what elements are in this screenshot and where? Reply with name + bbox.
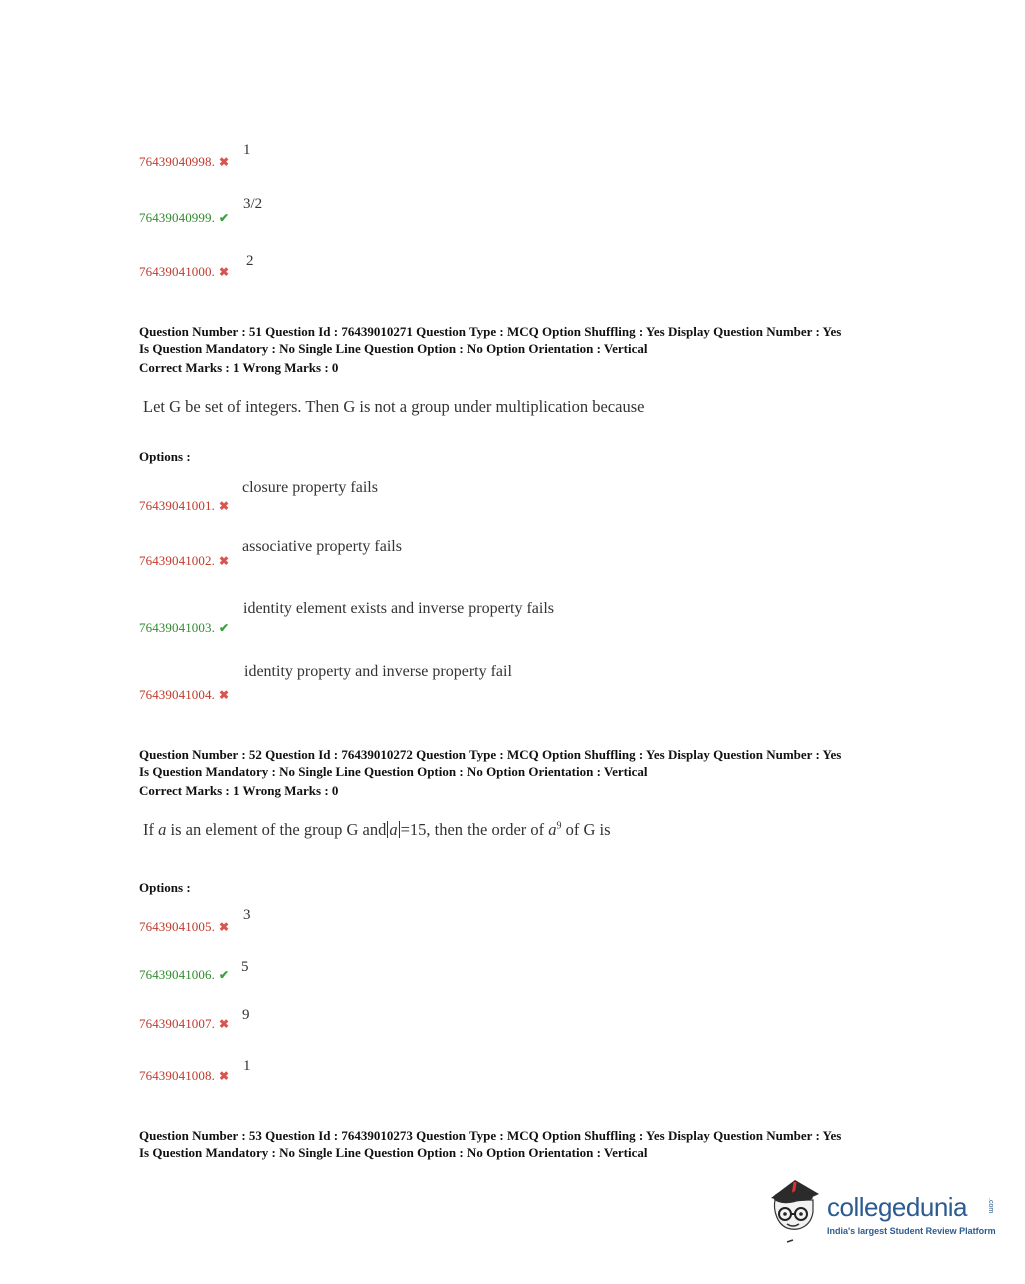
mascot-icon [765,1176,827,1246]
check-icon: ✔ [218,211,230,225]
option-id: 76439041004. ✖ [139,687,230,702]
option-id: 76439041002. ✖ [139,553,230,568]
cross-icon: ✖ [218,920,230,934]
option-text: associative property fails [242,538,402,555]
check-icon: ✔ [218,621,230,635]
cross-icon: ✖ [218,265,230,279]
question-stem: If a is an element of the group G and a =15, then the order of $a^9$ of G is [143,820,611,839]
question-stem: Let G be set of integers. Then G is not a group under multiplication because [143,397,645,416]
option-id: 76439041003. ✔ [139,620,230,635]
option-id: 76439041006. ✔ [139,967,230,982]
abs-bar-right [399,821,400,838]
collegedunia-logo [765,1176,995,1246]
option-id: 76439041007. ✖ [139,1016,230,1031]
cross-icon: ✖ [218,554,230,568]
option-id: 76439041008. ✖ [139,1068,230,1083]
cross-icon: ✖ [218,1069,230,1083]
question-header: Question Number : 51 Question Id : 76439010271 Question Type : MCQ Option Shuffling : Yes Display Question Number : Yes Is Question Mandatory : No Single Line Question Option : No Option Orientation : Vertical Correct Marks : 1 Wrong Marks : 0 [139,324,842,375]
option-text: 5 [241,959,249,975]
logo-domain: .com [987,1198,994,1214]
option-id: 76439040998. ✖ [139,154,230,169]
question-header: Question Number : 52 Question Id : 76439010272 Question Type : MCQ Option Shuffling : Yes Display Question Number : Yes Is Question Mandatory : No Single Line Question Option : No Option Orientation : Vertical Correct Marks : 1 Wrong Marks : 0 [139,747,842,798]
check-icon: ✔ [218,968,230,982]
option-text: 3/2 [243,196,263,212]
option-id: 76439041005. ✖ [139,919,230,934]
cross-icon: ✖ [218,1017,230,1031]
cross-icon: ✖ [218,499,230,513]
options-label: Options : [139,880,191,895]
option-text: identity element exists and inverse property fails [243,600,555,617]
option-text: 1 [243,1058,251,1074]
cross-icon: ✖ [218,155,230,169]
option-id: 76439040999. ✔ [139,210,230,225]
option-text: 9 [242,1007,250,1023]
option-text: 1 [243,142,251,158]
cross-icon: ✖ [218,688,230,702]
option-id: 76439041000. ✖ [139,264,230,279]
option-text: closure property fails [242,479,378,496]
option-text: 3 [243,907,251,923]
logo-tagline: India's largest Student Review Platform [827,1226,996,1236]
logo-wordmark: collegedunia [827,1192,968,1222]
option-text: 2 [246,253,254,269]
question-header: Question Number : 53 Question Id : 76439010273 Question Type : MCQ Option Shuffling : Yes Display Question Number : Yes Is Question Mandatory : No Single Line Question Option : No Option Orientation : Vertical [139,1128,842,1160]
options-label: Options : [139,449,191,464]
option-id: 76439041001. ✖ [139,498,230,513]
option-text: identity property and inverse property fail [244,663,512,680]
